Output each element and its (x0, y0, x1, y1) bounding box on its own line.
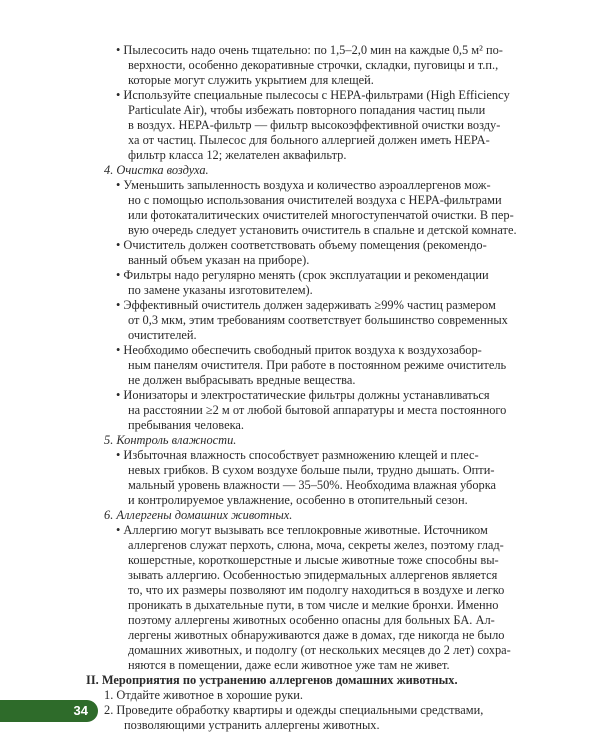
text-line: • Используйте специальные пылесосы с HEPA-фильтрами (High Efficiency (116, 88, 510, 102)
text-line: очистителей. (128, 328, 197, 342)
text-line: домашних животных, и подолгу (от нескольких месяцев до 2 лет) сохра- (128, 643, 511, 657)
section-heading: 4. Очистка воздуха. (104, 163, 209, 177)
text-line: или фотокаталитических очистителей многоступенчатой очистки. В пер- (128, 208, 514, 222)
text-line: фильтр класса 12; желателен аквафильтр. (128, 148, 347, 162)
text-line: • Пылесосить надо очень тщательно: по 1,5–2,0 мин на каждые 0,5 м² по- (116, 43, 503, 57)
text-line: аллергенов служат перхоть, слюна, моча, секреты желез, поэтому глад- (128, 538, 504, 552)
text-line: зывать аллергию. Особенностью эпидермальных аллергенов является (128, 568, 498, 582)
text-line: верхности, особенно декоративные строчки, складки, пуговицы и т.п., (128, 58, 499, 72)
section-heading: 6. Аллергены домашних животных. (104, 508, 293, 522)
text-line: не должен выбрасывать вредные вещества. (128, 373, 356, 387)
text-line: ванный объем указан на приборе). (128, 253, 310, 267)
text-line: Particulate Air), чтобы избежать повторного попадания частиц пыли (128, 103, 486, 117)
text-line: на расстоянии ≥2 м от любой бытовой аппаратуры и места постоянного (128, 403, 507, 417)
text-line: • Эффективный очиститель должен задерживать ≥99% частиц размером (116, 298, 496, 312)
text-line: 2. Проведите обработку квартиры и одежды специальными средствами, (104, 703, 484, 717)
text-line: 1. Отдайте животное в хорошие руки. (104, 688, 304, 702)
text-line: в воздух. HEPA-фильтр — фильтр высокоэффективной очистки возду- (128, 118, 501, 132)
text-line: позволяющими устранить аллергены животных. (124, 718, 380, 732)
text-line: которые могут служить укрытием для клещей. (128, 73, 374, 87)
section-heading: 5. Контроль влажности. (104, 433, 237, 447)
text-line: ха от частиц. Пылесос для больного аллергией должен иметь HEPA- (128, 133, 490, 147)
text-line: пребывания человека. (128, 418, 245, 432)
text-line: няются в помещении, даже если животное уже там не живет. (128, 658, 450, 672)
section-heading: II. Мероприятия по устранению аллергенов домашних животных. (86, 673, 458, 687)
text-line: проникать в дыхательные пути, в том числе и мелкие бронхи. Именно (128, 598, 499, 612)
page-number: 34 (0, 700, 98, 722)
text-line: кошерстные, короткошерстные и лысые животные тоже способны вы- (128, 553, 499, 567)
text-line: и контролируемое увлажнение, особенно в отопительный сезон. (128, 493, 468, 507)
text-line: то, что их размеры позволяют им подолгу находиться в воздухе и легко (128, 583, 505, 597)
text-line: ным панелям очистителя. При работе в постоянном режиме очиститель (128, 358, 507, 372)
text-line: • Ионизаторы и электростатические фильтры должны устанавливаться (116, 388, 490, 402)
text-line: поэтому аллергены животных особенно опасны для больных БА. Ал- (128, 613, 495, 627)
text-line: • Уменьшить запыленность воздуха и количество аэроаллергенов мож- (116, 178, 491, 192)
text-line: • Необходимо обеспечить свободный приток воздуха к воздухозабор- (116, 343, 482, 357)
text-line: от 0,3 мкм, этим требованиям соответствует большинство современных (128, 313, 508, 327)
text-line: но с помощью использования очистителей воздуха с HEPA-фильтрами (128, 193, 502, 207)
text-line: • Аллергию могут вызывать все теплокровные животные. Источником (116, 523, 488, 537)
text-line: вую очередь следует установить очиститель в спальне и детской комнате. (128, 223, 517, 237)
text-line: • Фильтры надо регулярно менять (срок эксплуатации и рекомендации (116, 268, 489, 282)
text-line: лергены животных обнаруживаются даже в домах, где никогда не было (128, 628, 505, 642)
text-line: • Избыточная влажность способствует размножению клещей и плес- (116, 448, 479, 462)
text-line: невых грибков. В сухом воздухе больше пыли, трудно дышать. Опти- (128, 463, 495, 477)
text-line: по замене указаны изготовителем). (128, 283, 313, 297)
text-line: • Очиститель должен соответствовать объему помещения (рекомендо- (116, 238, 487, 252)
text-line: мальный уровень влажности — 35–50%. Необходима влажная уборка (128, 478, 497, 492)
